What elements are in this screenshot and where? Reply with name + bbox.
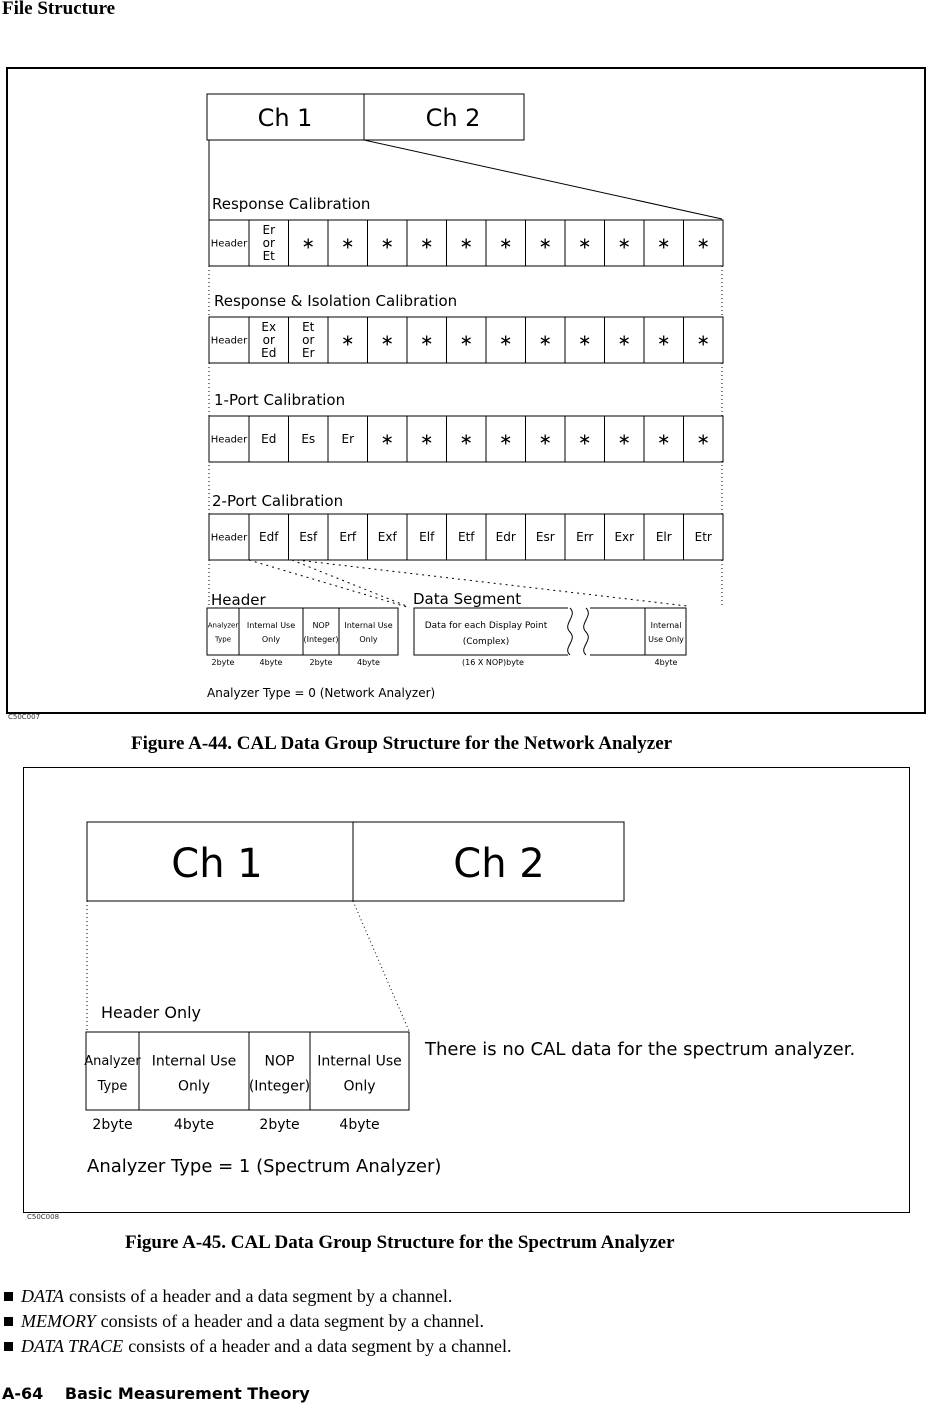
cell-star: ∗	[499, 429, 513, 449]
header-field-size: 4byte	[357, 658, 380, 667]
header-expand-line	[292, 560, 409, 607]
cell-star: ∗	[459, 233, 473, 253]
cell-star: ∗	[420, 330, 434, 350]
figure-a44-caption: Figure A-44. CAL Data Group Structure for the Network Analyzer	[131, 733, 673, 754]
header-section-label: Header	[211, 591, 266, 609]
page-footer	[2, 1384, 326, 1403]
header-field-size: 4byte	[339, 1117, 380, 1133]
ch2-label: Ch 2	[425, 104, 481, 132]
data-field-label: Internal Use Only	[648, 620, 684, 644]
cell-star: ∗	[696, 429, 710, 449]
cell-term-label: Etf	[457, 530, 475, 545]
calibration-rows	[209, 195, 723, 560]
calibration-row-title: 1-Port Calibration	[214, 391, 346, 409]
cell-star: ∗	[538, 233, 552, 253]
figure-a44-diagram	[8, 69, 924, 712]
bullet-square-icon	[4, 1342, 13, 1351]
cell-term-label: Etr	[694, 530, 712, 545]
header-field-box	[310, 1032, 409, 1110]
header-field-label: Analyzer Type	[84, 1054, 141, 1095]
chapter-title: Basic Measurement Theory	[64, 1384, 310, 1403]
header-field-size: 4byte	[173, 1117, 215, 1133]
figure-a44-frame	[6, 67, 926, 714]
calibration-row-title: 2-Port Calibration	[212, 492, 344, 510]
header-field-box	[86, 1032, 139, 1110]
cell-star: ∗	[617, 429, 631, 449]
cell-star: ∗	[341, 330, 355, 350]
cell-term-label: Exf	[377, 530, 397, 545]
cell-star: ∗	[380, 330, 394, 350]
cell-star: ∗	[538, 429, 552, 449]
figure-a45-diagram	[24, 768, 909, 1212]
page-number: A-64	[2, 1384, 44, 1403]
header-field-label: Internal Use Only	[151, 1053, 237, 1095]
header-field-box	[139, 1032, 249, 1110]
cell-star: ∗	[696, 330, 710, 350]
bullet-square-icon	[4, 1292, 13, 1301]
figure-a45-caption: Figure A-45. CAL Data Group Structure for the Spectrum Analyzer	[125, 1232, 675, 1253]
bullet-text: consists of a header and a data segment by a channel.	[100, 1311, 485, 1331]
page-section-title: File Structure	[2, 0, 116, 19]
cell-term-label: Et or Er	[301, 320, 315, 361]
figure-a45-code: C50C008	[27, 1213, 60, 1221]
bullet-item	[4, 1284, 512, 1309]
header-field-box	[303, 608, 339, 655]
cell-star: ∗	[420, 233, 434, 253]
header-field-size: 2byte	[309, 658, 333, 667]
cell-star: ∗	[578, 429, 592, 449]
header-field-size: 4byte	[259, 658, 283, 667]
cell-term-label: Esr	[535, 530, 555, 545]
cell-star: ∗	[459, 429, 473, 449]
header-field-box	[207, 608, 239, 655]
cell-star: ∗	[657, 429, 671, 449]
bullet-text: consists of a header and a data segment by a channel.	[128, 1336, 512, 1356]
analyzer-type-note: Analyzer Type = 1 (Spectrum Analyzer)	[87, 1156, 442, 1177]
header-field-size: 2byte	[211, 658, 235, 667]
header-field-size: 2byte	[259, 1117, 300, 1133]
no-cal-data-note: There is no CAL data for the spectrum analyzer.	[425, 1039, 856, 1060]
cell-header-label: Header	[210, 532, 248, 544]
bullet-term: DATA	[21, 1286, 64, 1306]
header-field-box	[249, 1032, 310, 1110]
cell-term-label: Er or Et	[262, 223, 276, 264]
cell-term-label: Es	[301, 432, 316, 447]
header-field-label: Internal Use Only	[317, 1053, 402, 1095]
bullet-item	[4, 1309, 512, 1334]
cell-star: ∗	[420, 429, 434, 449]
cell-term-label: Esf	[299, 530, 318, 545]
header-fields	[84, 1032, 409, 1133]
dotted-connector	[353, 901, 409, 1031]
cell-star: ∗	[499, 330, 513, 350]
header-field-label: Internal Use Only	[246, 620, 296, 644]
cell-star: ∗	[617, 233, 631, 253]
header-field-label: NOP (Integer)	[248, 1053, 311, 1095]
figure-a44-code: C50C007	[8, 713, 41, 721]
header-only-label: Header Only	[101, 1003, 201, 1022]
header-field-size: 2byte	[92, 1117, 133, 1133]
cell-star: ∗	[538, 330, 552, 350]
header-field-label: Internal Use Only	[344, 620, 393, 644]
bullet-list	[4, 1284, 512, 1359]
ch1-label: Ch 1	[171, 841, 263, 887]
cell-star: ∗	[657, 233, 671, 253]
calibration-row-title: Response & Isolation Calibration	[214, 292, 458, 310]
cell-header-label: Header	[210, 238, 248, 250]
cell-star: ∗	[696, 233, 710, 253]
header-field-label: NOP (Integer)	[303, 620, 339, 644]
cell-star: ∗	[301, 233, 315, 253]
cell-term-label: Er	[341, 432, 355, 447]
cell-term-label: Elr	[655, 530, 672, 545]
cell-term-label: Edr	[495, 530, 516, 545]
cell-star: ∗	[459, 330, 473, 350]
bullet-square-icon	[4, 1317, 13, 1326]
cell-star: ∗	[657, 330, 671, 350]
data-field-label: Data for each Display Point (Complex)	[424, 621, 548, 648]
cell-star: ∗	[380, 233, 394, 253]
bullet-item	[4, 1334, 512, 1359]
header-expand-line	[249, 560, 407, 607]
cell-star: ∗	[380, 429, 394, 449]
cell-header-label: Header	[210, 434, 248, 446]
header-field-label: Analyzer Type	[207, 621, 239, 644]
ch2-label: Ch 2	[453, 841, 545, 887]
header-field-box	[239, 608, 303, 655]
cell-term-label: Edf	[259, 530, 279, 545]
calibration-row-title: Response Calibration	[212, 195, 371, 213]
data-field-size: 4byte	[654, 658, 678, 667]
bullet-term: MEMORY	[21, 1311, 96, 1331]
cell-star: ∗	[617, 330, 631, 350]
cell-term-label: Erf	[339, 530, 357, 545]
figure-a45-frame	[23, 767, 910, 1213]
cell-term-label: Ed	[261, 432, 277, 447]
cell-star: ∗	[341, 233, 355, 253]
cell-term-label: Err	[576, 530, 594, 545]
header-fields	[207, 608, 398, 667]
analyzer-type-note: Analyzer Type = 0 (Network Analyzer)	[207, 686, 436, 700]
expansion-line-right	[364, 140, 722, 219]
cell-term-label: Elf	[419, 530, 435, 545]
cell-star: ∗	[499, 233, 513, 253]
data-segment-label: Data Segment	[413, 590, 522, 608]
bullet-term: DATA TRACE	[21, 1336, 124, 1356]
cell-term-label: Ex or Ed	[261, 320, 277, 361]
bullet-text: consists of a header and a data segment by a channel.	[69, 1286, 453, 1306]
cell-star: ∗	[578, 233, 592, 253]
data-field-size: (16 X NOP)byte	[462, 658, 524, 667]
cell-term-label: Exr	[614, 530, 635, 545]
header-field-box	[339, 608, 398, 655]
ch1-label: Ch 1	[257, 104, 313, 132]
cell-header-label: Header	[210, 335, 248, 347]
cell-star: ∗	[578, 330, 592, 350]
